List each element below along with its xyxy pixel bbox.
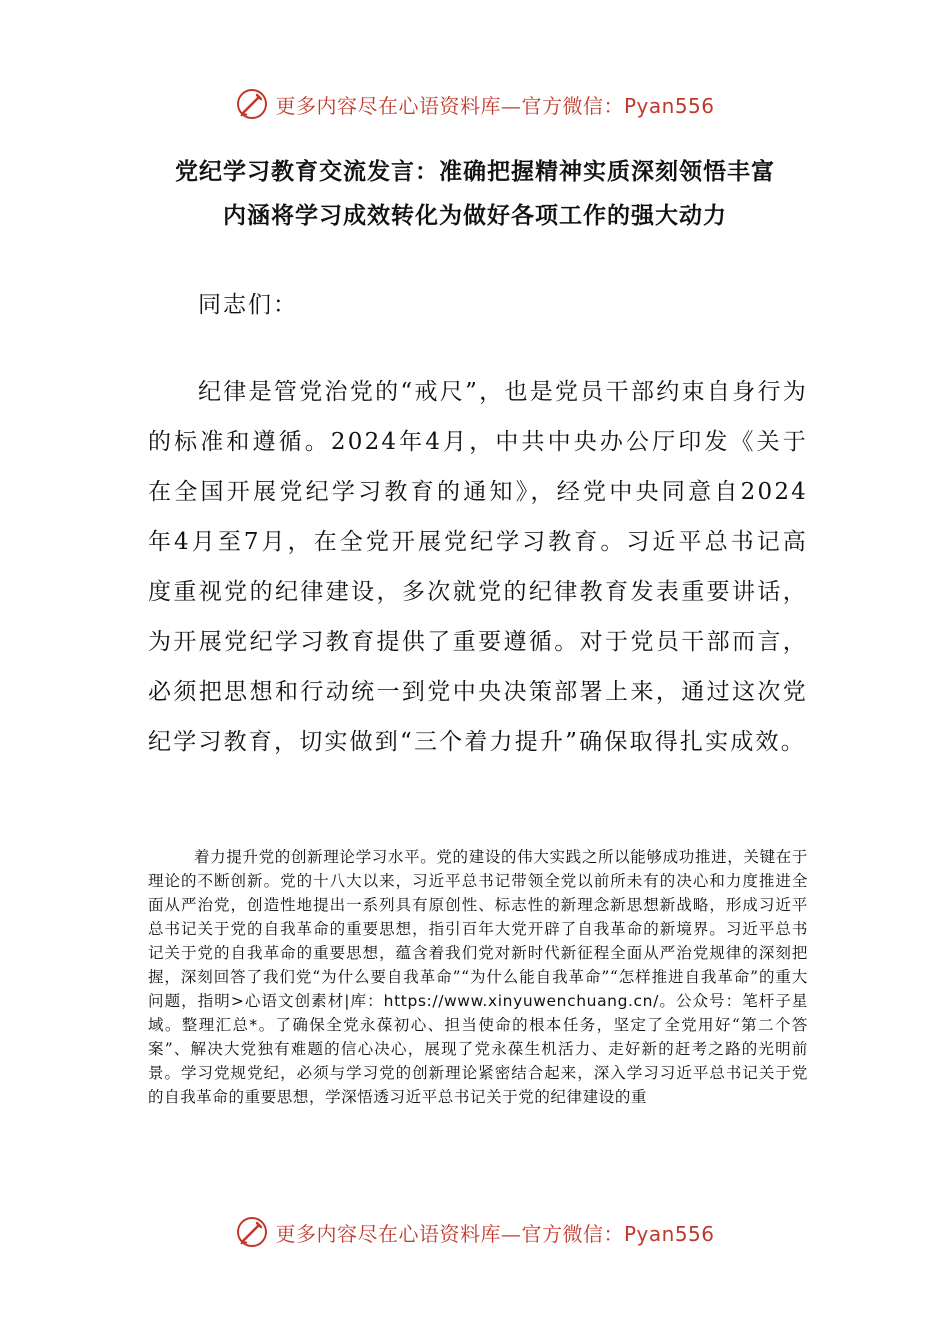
title-line-1: 党纪学习教育交流发言：准确把握精神实质深刻领悟丰富: [175, 159, 775, 185]
source-link-text: >心语文创素材|库：https://www.xinyuwenchuang.cn/。公众号：笔杆子星域。整理汇总*。: [148, 992, 808, 1034]
document-title: [120, 150, 830, 238]
banner-text: 更多内容尽在心语资料库—官方微信：Pyan556: [275, 93, 715, 118]
title-line-2: 内涵将学习成效转化为做好各项工作的强大动力: [223, 203, 727, 229]
pen-logo-icon: [235, 1215, 269, 1249]
paragraph-2-text-b: 了确保全党永葆初心、担当使命的根本任务，坚定了全党用好“第二个答案”、解决大党独有难题的信心决心，展现了党永葆生机活力、走好新的赶考之路的光明前景。学习党规党纪，必须与学习党的创新理论紧密结合起来，深入学习习近平总书记关于党的自我革命的重要思想，学深悟透习近平总书记关于党的纪律建设的重: [148, 1016, 808, 1106]
body-paragraph-1: 纪律是管党治党的“戒尺”，也是党员干部约束自身行为的标准和遵循。2024年4月，中共中央办公厅印发《关于在全国开展党纪学习教育的通知》，经党中央同意自2024年4月至7月，在全党开展党纪学习教育。习近平总书记高度重视党的纪律建设，多次就党的纪律教育发表重要讲话，为开展党纪学习教育提供了重要遵循。对于党员干部而言，必须把思想和行动统一到党中央决策部署上来，通过这次党纪学习教育，切实做到“三个着力提升”确保取得扎实成效。: [148, 379, 808, 755]
body-paragraph-2: [148, 845, 808, 1109]
header-banner: [0, 84, 950, 124]
wechat-id: Pyan556: [623, 93, 715, 118]
paragraph-2-text-a: 着力提升党的创新理论学习水平。党的建设的伟大实践之所以能够成功推进，关键在于理论的不断创新。党的十八大以来，习近平总书记带领全党以前所未有的决心和力度推进全面从严治党，创造性地提出一系列具有原创性、标志性的新理念新思想新战略，形成习近平总书记关于党的自我革命的重要思想，指引百年大党开辟了自我革命的新境界。习近平总书记关于党的自我革命的重要思想，蕴含着我们党对新时代新征程全面从严治党规律的深刻把握，深刻回答了我们党“为什么要自我革命”“为什么能自我革命”“怎样推进自我革命”的重大问题，指明: [148, 848, 808, 1010]
pen-logo-icon: [235, 87, 269, 121]
greeting: 同志们：: [198, 292, 298, 318]
footer-banner: [0, 1212, 950, 1252]
wechat-id: Pyan556: [623, 1221, 715, 1246]
banner-text: 更多内容尽在心语资料库—官方微信：Pyan556: [275, 1221, 715, 1246]
